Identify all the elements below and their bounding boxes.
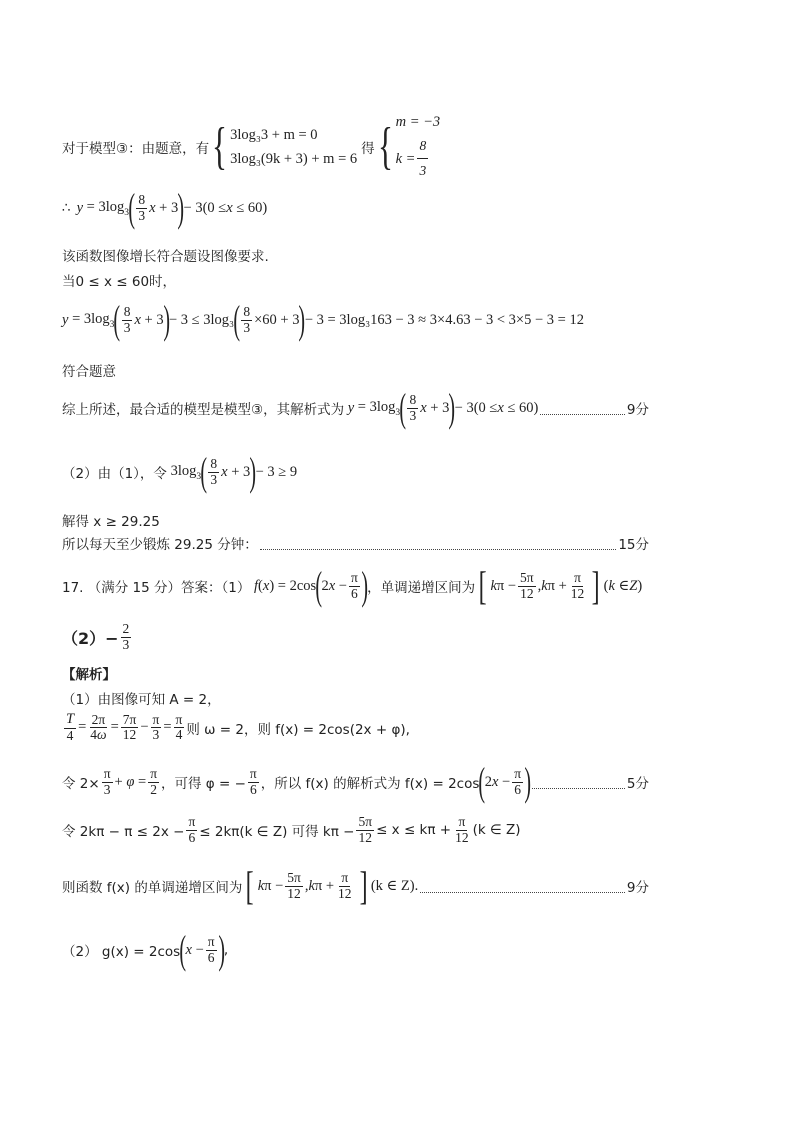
therefore-symbol: ∴ [62, 200, 71, 216]
inequality-line: y = $3\log_3$ ( $\frac{8}{3}$ x + 3 ) − 3 ≤ 3log₃ ( $\frac{8}{3}$ ×60 + 3 ) − 3 = 3log₃163 − 3 ≈ 3×4.63 − 3 < 3×5 − 3 = 12 [62, 297, 584, 342]
text-line: 解得 x ≥ 29.25 [62, 514, 160, 530]
score: 15分 [618, 537, 649, 553]
text-line: 符合题意 [62, 364, 116, 380]
equation: 3log₃3 + m = 0 [230, 126, 318, 143]
left-brace: { [212, 117, 228, 175]
text-line: （1）由图像可知 A = 2， [62, 692, 221, 708]
answer-line: 17. （满分 15 分）答案：（1） f ( x ) = 2cos ( 2 x − $\frac{\pi}{6}$ ) ，单调递增区间为 [ k π − $\frac{5\pi}{12}$ , k π + $\frac{\pi}{12}$ ] ( k ∈ Z ) [62, 563, 643, 608]
score: 9分 [626, 880, 649, 896]
dotted-leader [540, 402, 625, 415]
dotted-leader [420, 880, 625, 893]
dotted-leader [532, 776, 625, 789]
conclusion-line: 综上所述，最合适的模型是模型③，其解析式为 y = $3\log_3$ ( $\frac{8}{3}$ x + 3 ) − 3(0 ≤ x ≤ 60) 9分 [62, 385, 649, 430]
score: 5分 [626, 776, 649, 792]
left-brace: { [377, 117, 393, 175]
equation-system [230, 123, 357, 171]
equation: k = $\frac{8}{3}$ [396, 134, 441, 183]
interval-derivation-line: 令 2kπ − π ≤ 2x − $\frac{\pi}{6}$ ≤ 2kπ(k ∈ Z) 可得 kπ − $\frac{5\pi}{12}$ ≤ x ≤ kπ + $\frac{\pi}{12}$ (k ∈ Z) [62, 814, 521, 845]
score: 9分 [626, 402, 649, 418]
dotted-leader [260, 537, 617, 550]
period-line: $\frac{T}{4}$ = $\frac{2\pi}{4\omega}$ = $\frac{7\pi}{12}$ − $\frac{\pi}{3}$ = $\frac{\pi}{4}$ 则 ω = 2，则 f(x) = 2cos(2x + φ), [66, 711, 410, 743]
phase-line: 令 2× $\frac{\pi}{3}$ + φ = $\frac{\pi}{2}$ ，可得 φ = − $\frac{\pi}{6}$ ，所以 f(x) 的解析式为 f(x) = 2cos ( 2 x − $\frac{\pi}{6}$ ) 5分 [62, 759, 649, 804]
equation: 3log₃(9k + 3) + m = 6 [230, 150, 358, 167]
interval-result-line: 则函数 f(x) 的单调递增区间为 [ k π − $\frac{5\pi}{12}$ , k π + $\frac{\pi}{12}$ ] (k ∈ Z). 9分 [62, 863, 649, 908]
text-line: 所以每天至少锻炼 29.25 分钟： 15分 [62, 533, 649, 553]
text-line: 该函数图像增长符合题设图像要求. [62, 249, 269, 265]
model-expression-line: ∴ y = $3\log_3$ ( $\frac{8}{3}$ x + 3 ) − 3(0 ≤ x ≤ 60) [62, 185, 268, 230]
part2-line: （2）由（1），令 $3\log_3$ ( $\frac{8}{3}$ x + 3 ) − 3 ≥ 9 [62, 449, 298, 494]
text: 得 [361, 140, 375, 157]
analysis-heading: 【解析】 [62, 667, 116, 683]
answer-part2: （2）− $\frac{2}{3}$ [62, 621, 130, 652]
solution-system [396, 110, 441, 183]
g-function-line: （2） g(x) = 2cos ( x − $\frac{\pi}{6}$ ) , [62, 927, 229, 972]
model3-system-line [62, 110, 440, 183]
equation: m = −3 [395, 114, 441, 130]
text: 对于模型③：由题意，有 [62, 140, 210, 157]
text-line: 当0 ≤ x ≤ 60时， [62, 274, 177, 290]
